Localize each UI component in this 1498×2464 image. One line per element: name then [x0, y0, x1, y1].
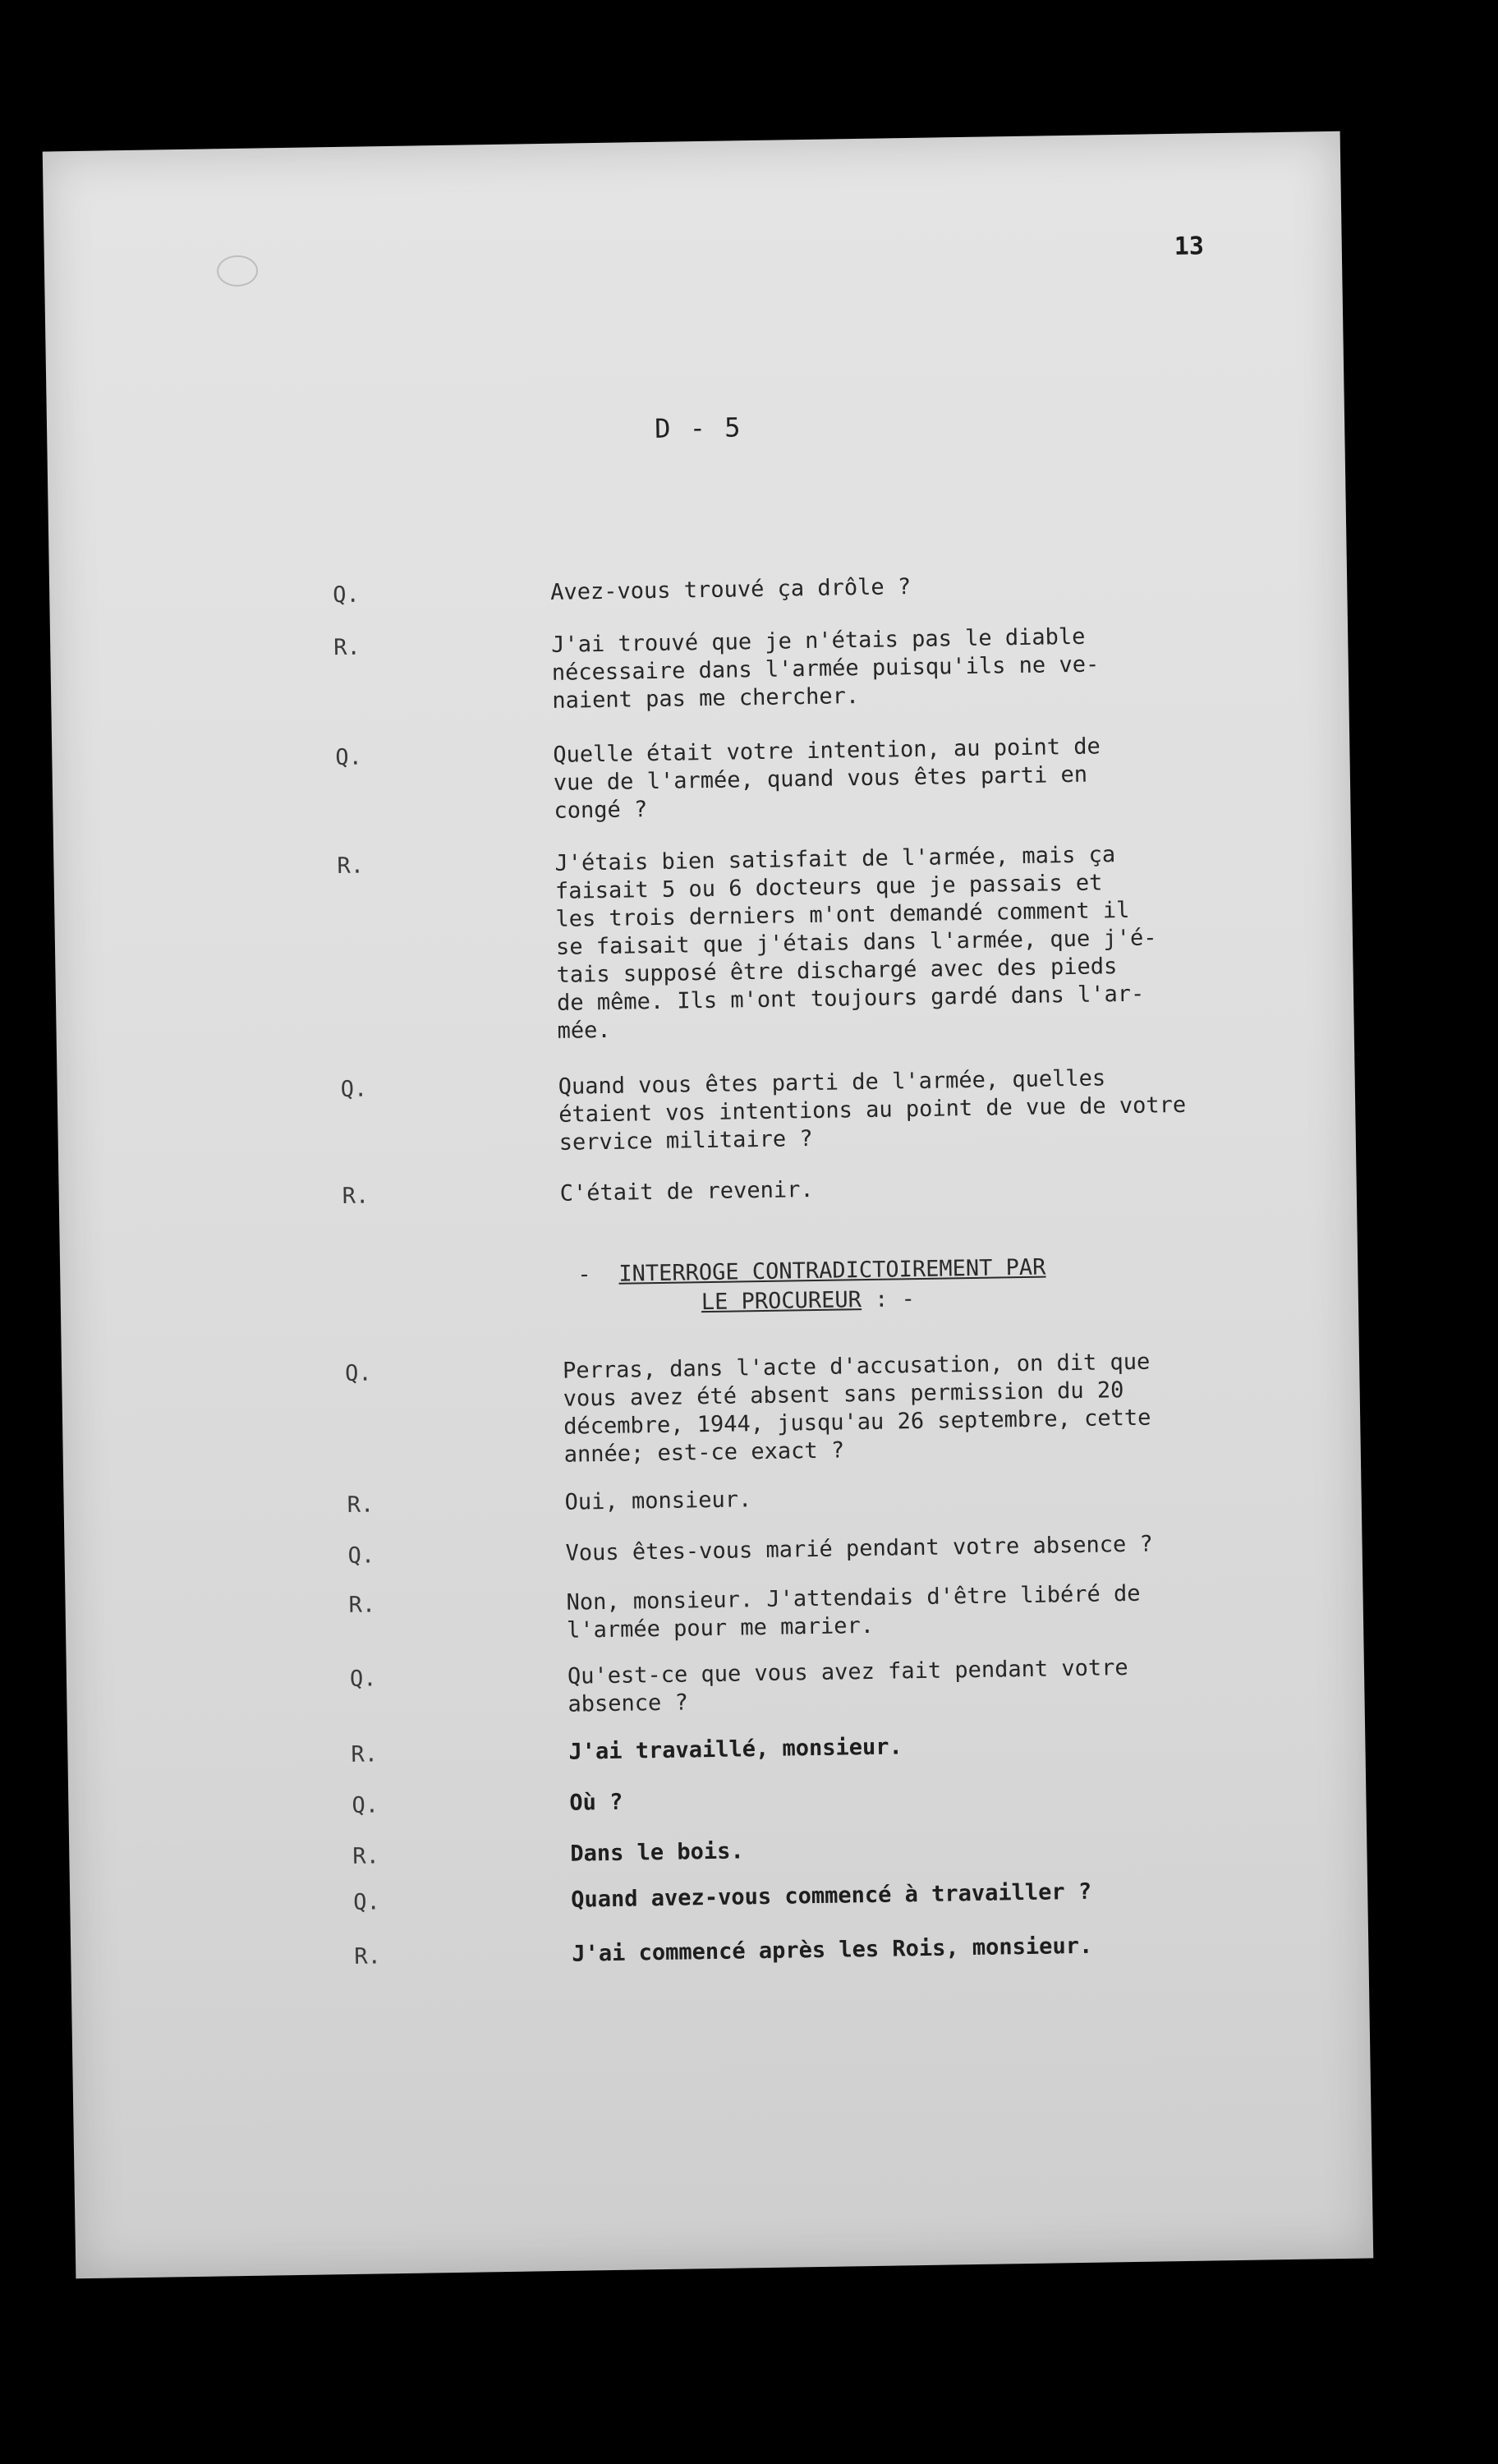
- entry-text: Qu'est-ce que vous avez fait pendant votre absence ?: [567, 1655, 1128, 1717]
- transcript: [43, 131, 1373, 2278]
- speaker-label: R.: [342, 1183, 370, 1209]
- speaker-label: R.: [352, 1843, 380, 1869]
- page-number: 13: [1174, 232, 1205, 261]
- entry-text: Avez-vous trouvé ça drôle ?: [550, 574, 912, 605]
- speaker-label: Q.: [344, 1360, 372, 1386]
- entry-text: Dans le bois.: [570, 1838, 744, 1867]
- qa-entry: [65, 1577, 1362, 1643]
- entry-text: Quand vous êtes parti de l'armée, quelles étaient vos intentions au point de vue de votre service militaire ?: [558, 1065, 1187, 1156]
- entry-text: J'ai travaillé, monsieur.: [568, 1734, 903, 1765]
- entry-text: C'était de revenir.: [559, 1176, 814, 1207]
- speaker-label: R.: [354, 1943, 382, 1970]
- qa-entry: [70, 1873, 1367, 1915]
- entry-text: J'ai trouvé que je n'étais pas le diable nécessaire dans l'armée puisqu'ils ne ve- naient pas me chercher.: [551, 623, 1100, 714]
- speaker-label: Q.: [352, 1792, 379, 1818]
- speaker-label: Q.: [353, 1889, 381, 1915]
- speaker-label: R.: [337, 853, 365, 880]
- qa-entry: [69, 1827, 1367, 1869]
- entry-text: Où ?: [569, 1789, 623, 1816]
- entry-text: J'ai commencé après les Rois, monsieur.: [572, 1933, 1093, 1967]
- entry-text: Quelle était votre intention, au point de vue de l'armée, quand vous êtes parti en congé ?: [553, 733, 1101, 824]
- qa-entry: [62, 1345, 1359, 1468]
- qa-entry: [49, 567, 1347, 609]
- cross-examination-heading: [577, 1253, 1087, 1316]
- qa-entry: [67, 1726, 1365, 1768]
- heading-dash: -: [577, 1262, 591, 1288]
- speaker-label: R.: [347, 1492, 374, 1518]
- heading-line-2-text: LE PROCUREUR: [701, 1287, 862, 1316]
- section-code: D - 5: [654, 411, 742, 444]
- qa-entry: [67, 1651, 1364, 1717]
- speaker-label: Q.: [340, 1076, 368, 1103]
- entry-text: Perras, dans l'acte d'accusation, on dit que vous avez été absent sans permission du 20 décembre, 1944, jusqu'au 26 septembre, cette année; est-ce exact ?: [562, 1349, 1151, 1468]
- qa-entry: [71, 1928, 1368, 1970]
- document-page: [43, 131, 1373, 2278]
- qa-entry: [50, 619, 1348, 714]
- qa-entry: [57, 1061, 1355, 1156]
- heading-line-2-suffix: : -: [861, 1286, 916, 1313]
- speaker-label: R.: [348, 1592, 376, 1618]
- speaker-label: Q.: [347, 1542, 375, 1569]
- heading-line-2: [701, 1285, 916, 1317]
- entry-text: J'étais bien satisfait de l'armée, mais ça faisait 5 ou 6 docteurs que je passais et les trois derniers m'ont demandé comment il se faisait que j'étais dans l'armée, que j'é- tais supposé être dischargé avec des pieds de même. Ils m'ont toujours gardé dans l'ar- mée.: [554, 842, 1157, 1044]
- entry-text: Oui, monsieur.: [564, 1487, 752, 1515]
- qa-entry: [63, 1477, 1361, 1518]
- entry-text: Quand avez-vous commencé à travailler ?: [571, 1878, 1092, 1913]
- speaker-label: Q.: [349, 1666, 377, 1692]
- speaker-label: R.: [333, 634, 361, 661]
- speaker-label: R.: [351, 1741, 379, 1768]
- heading-line-1: INTERROGE CONTRADICTOIREMENT PAR: [618, 1254, 1046, 1287]
- qa-entry: [68, 1777, 1366, 1818]
- speaker-label: Q.: [333, 582, 361, 609]
- entry-text: Vous êtes-vous marié pendant votre absence ?: [565, 1531, 1154, 1566]
- entry-text: Non, monsieur. J'attendais d'être libéré de l'armée pour me marier.: [566, 1580, 1141, 1643]
- qa-entry: [52, 729, 1349, 824]
- qa-entry: [59, 1168, 1357, 1209]
- speaker-label: Q.: [335, 744, 363, 771]
- qa-entry: [53, 838, 1351, 1044]
- qa-entry: [64, 1528, 1362, 1569]
